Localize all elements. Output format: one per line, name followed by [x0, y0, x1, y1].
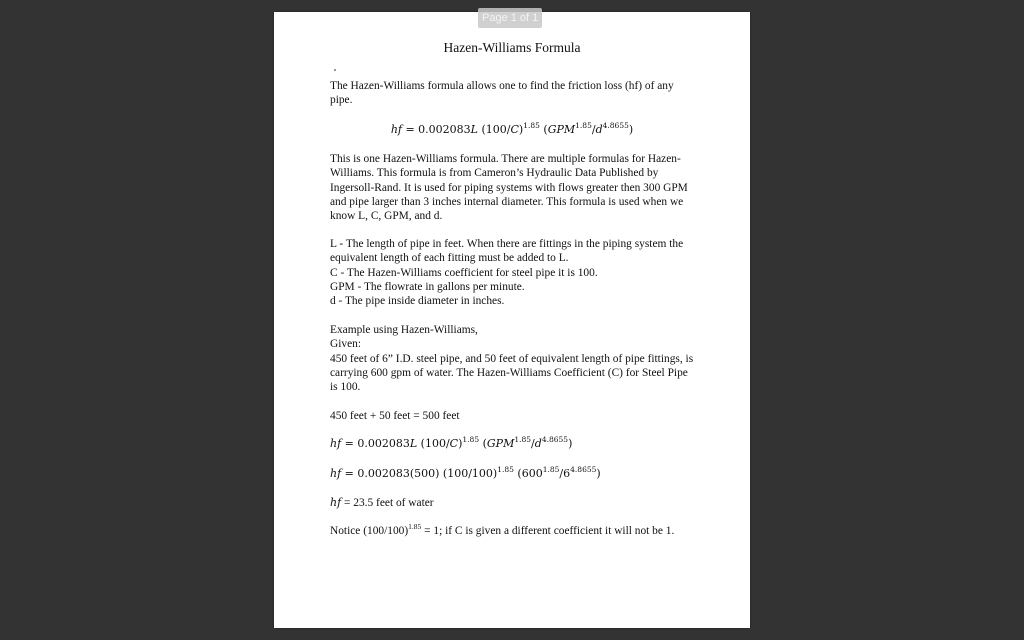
- notice-paragraph: Notice $(100/100)^{1.85} = 1$; if C is given a different coefficient it will not be 1.: [330, 522, 675, 537]
- result-line: hf = 23.5 feet of water: [330, 496, 434, 509]
- intro-paragraph: The Hazen-Williams formula allows one to find the friction loss (hf) of any pipe.: [330, 80, 674, 107]
- document-page: [274, 12, 750, 628]
- document-title: Hazen-Williams Formula: [443, 40, 581, 55]
- example-section: [330, 323, 694, 394]
- given-text: 450 feet of 6” I.D. steel pipe, and 50 feet of equivalent length of pipe fittings, is carrying 600 gpm of water. The Hazen-Williams Coefficient (C) for Steel Pipe is 100.: [330, 352, 694, 394]
- description-paragraph: This is one Hazen-Williams formula. There are multiple formulas for Hazen-Williams. This formula is from Cameron’s Hydraulic Data Published by Ingersoll-Rand. It is used for piping systems with flows greater then 300 GPM and pipe larger than 3 inches internal diameter. This formula is used when we know L, C, GPM, and d.: [330, 153, 688, 223]
- definition-C: C - The Hazen-Williams coefficient for steel pipe it is 100.: [330, 266, 598, 279]
- length-sum: 450 feet + 50 feet = 500 feet: [330, 410, 460, 422]
- definition-d: d - The pipe inside diameter in inches.: [330, 295, 505, 308]
- formula-substituted: hf = 0.002083(500) $(100/100)^{1.85}$ $(600^{1.85}/6^{4.8655})$: [330, 465, 601, 480]
- definition-L: L - The length of pipe in feet. When there are fittings in the piping system the equivalent length of each fitting must be added to L.: [330, 238, 684, 265]
- page-indicator: Page 1 of 1: [478, 8, 542, 28]
- example-heading: Example using Hazen-Williams,: [330, 324, 478, 336]
- given-label: Given:: [330, 338, 362, 351]
- definitions-list: [330, 237, 694, 308]
- stray-mark: [334, 69, 336, 71]
- formula-main: hf = 0.002083L $(100/C)^{1.85}$ $(GPM^{1.85}/d^{4.8655})$: [390, 121, 634, 136]
- formula-restated: hf = 0.002083L $(100/C)^{1.85}$ $(GPM^{1.85}/d^{4.8655})$: [330, 435, 573, 450]
- definition-GPM: GPM - The flowrate in gallons per minute.: [330, 280, 525, 293]
